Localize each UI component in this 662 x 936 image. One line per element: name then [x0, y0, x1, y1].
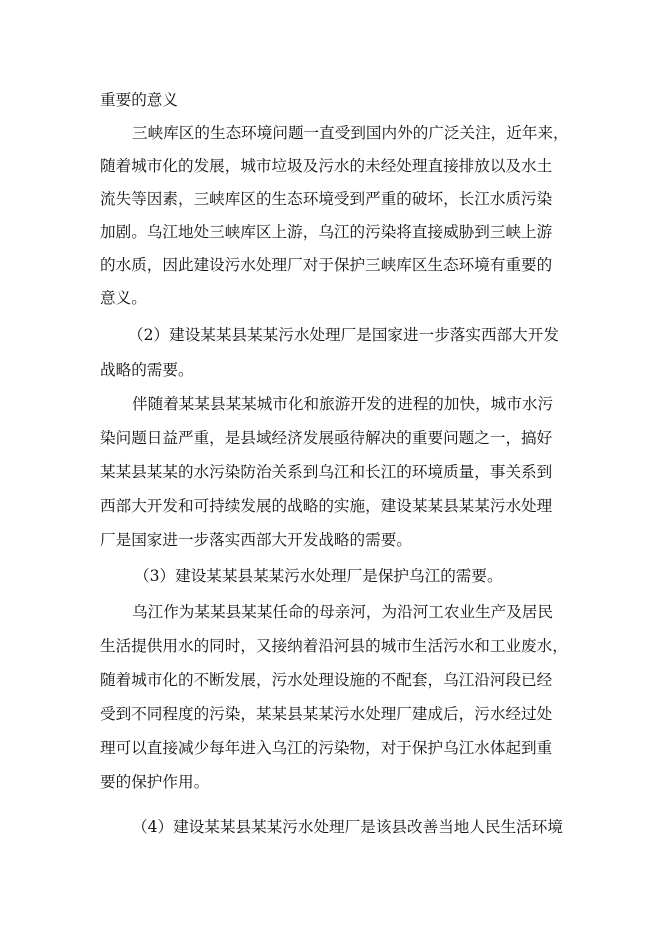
text-line: 随着城市化的发展，城市垃圾及污水的未经处理直接排放以及水土: [100, 157, 553, 175]
paragraph-first-line: 乌江作为某某县某某任命的母亲河，为沿河工农业生产及居民: [132, 603, 554, 621]
text-line: 加剧。乌江地处三峡库区上游，乌江的污染将直接威胁到三峡上游: [100, 223, 553, 241]
text-line: 受到不同程度的污染，某某县某某污水处理厂建成后，污水经过处: [100, 705, 553, 723]
text-line: 生活提供用水的同时，又接纳着沿河县的城市生活污水和工业废水，: [100, 637, 568, 655]
text-line: 随着城市化的不断发展，污水处理设施的不配套，乌江沿河段已经: [100, 671, 553, 689]
section-heading-3: （3）建设某某县某某污水处理厂是保护乌江的需要。: [134, 567, 503, 585]
text-line: 意义。: [100, 289, 147, 307]
text-line: 某某县某某的水污染防治关系到乌江和长江的环境质量，事关系到: [100, 463, 553, 481]
text-line: 流失等因素，三峡库区的生态环境受到严重的破坏，长江水质污染: [100, 190, 553, 208]
text-line: 厂是国家进一步落实西部大开发战略的需要。: [100, 531, 412, 549]
paragraph-first-line: 伴随着某某县某某城市化和旅游开发的进程的加快，城市水污: [132, 395, 554, 413]
text-line: 西部大开发和可持续发展的战略的实施，建设某某县某某污水处理: [100, 497, 553, 515]
paragraph-first-line: 三峡库区的生态环境问题一直受到国内外的广泛关注，近年来，: [132, 124, 569, 142]
text-line: 重要的意义: [100, 91, 178, 109]
text-line: 理可以直接减少每年进入乌江的污染物，对于保护乌江水体起到重: [100, 739, 553, 757]
text-line: 染问题日益严重，是县域经济发展亟待解决的重要问题之一，搞好: [100, 429, 553, 447]
text-line: 要的保护作用。: [100, 773, 210, 791]
text-line: 战略的需要。: [100, 361, 194, 379]
text-line: 的水质，因此建设污水处理厂对于保护三峡库区生态环境有重要的: [100, 256, 553, 274]
section-heading-2: （2）建设某某县某某污水处理厂是国家进一步落实西部大开发: [128, 326, 559, 344]
section-heading-4: （4）建设某某县某某污水处理厂是该县改善当地人民生活环境: [132, 818, 563, 836]
